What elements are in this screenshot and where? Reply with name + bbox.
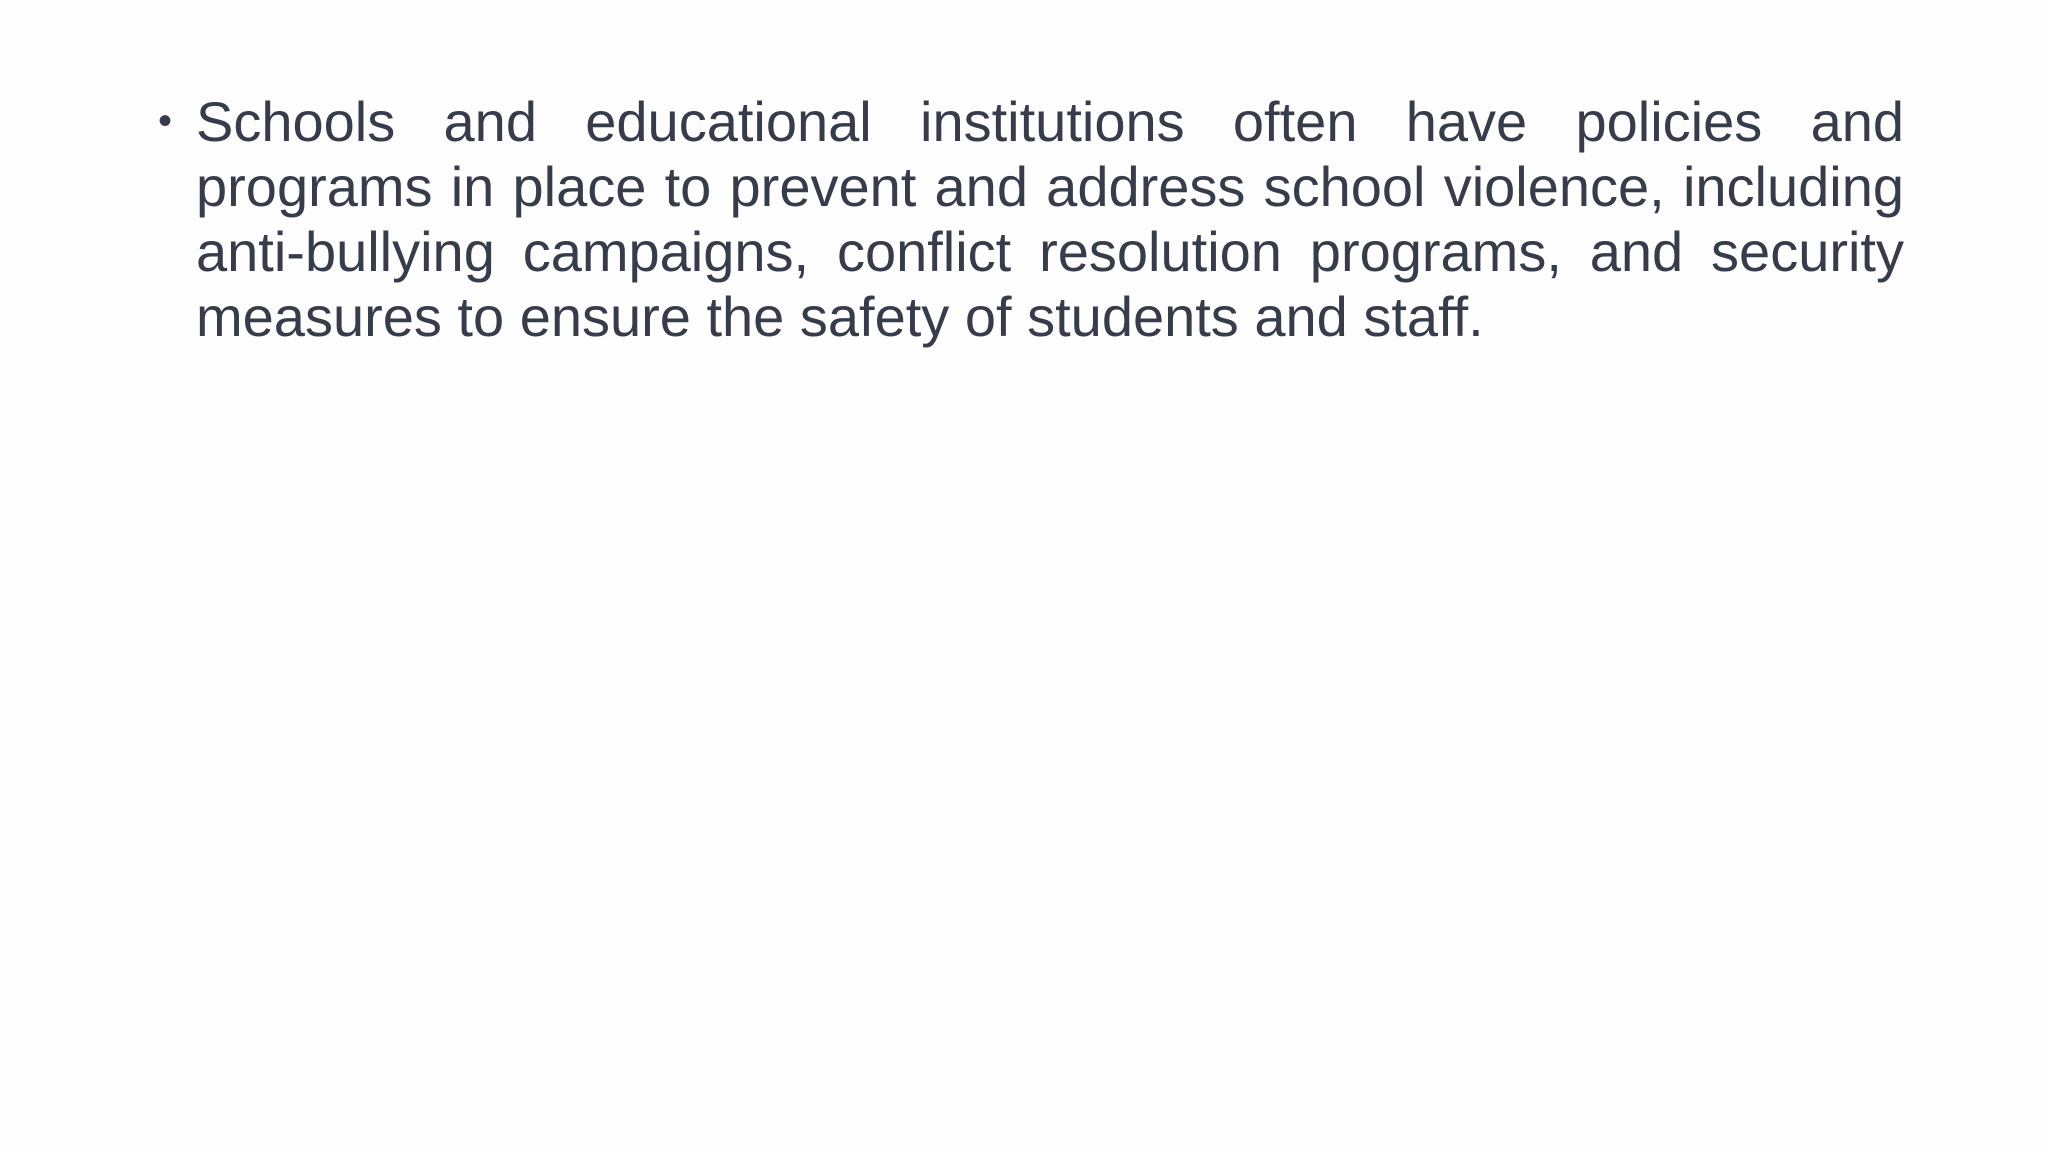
slide-body: [152, 89, 1904, 349]
bullet-marker-icon: •: [158, 99, 173, 143]
bullet-list: [152, 89, 1904, 349]
bullet-item: [152, 89, 1904, 349]
bullet-text: Schools and educational institutions often have policies and programs in place to prevent and address school violence, including anti-bullying campaigns, conflict resolution programs, and security measures to ensure the safety of students and staff.: [196, 90, 1904, 348]
